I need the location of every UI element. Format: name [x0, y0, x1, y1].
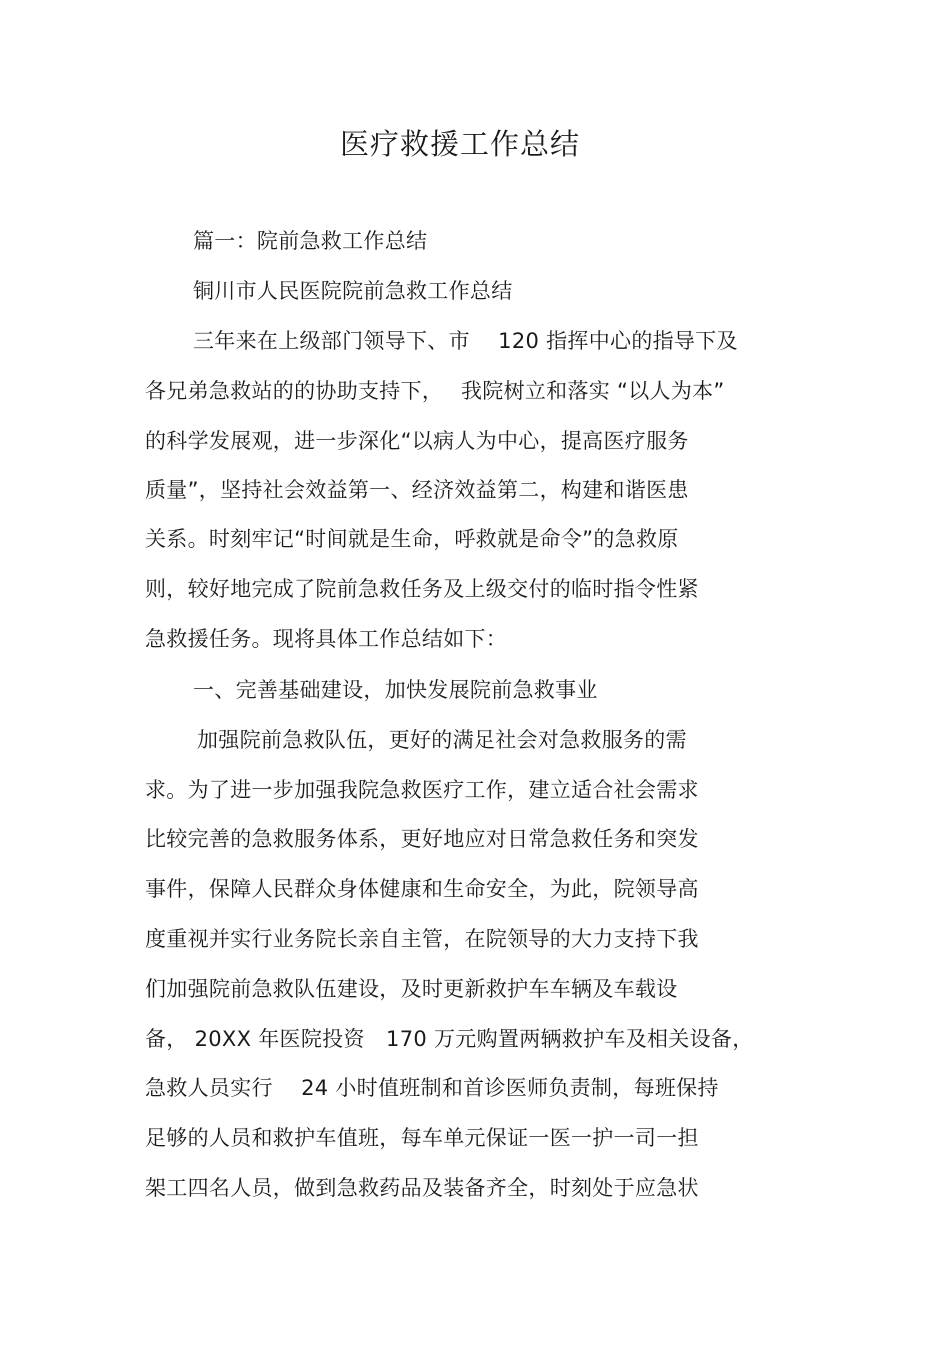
- paragraph-line: 架工四名人员，做到急救药品及装备齐全，时刻处于应急状: [145, 1176, 699, 1200]
- section-heading: 篇一：院前急救工作总结: [193, 229, 428, 253]
- paragraph-line: 备， 20XX 年医院投资 170 万元购置两辆救护车及相关设备，: [145, 1027, 754, 1051]
- paragraph-line: 加强院前急救队伍，更好的满足社会对急救服务的需: [197, 728, 687, 752]
- paragraph-line: 足够的人员和救护车值班，每车单元保证一医一护一司一担: [145, 1126, 699, 1150]
- paragraph-line: 则，较好地完成了院前急救任务及上级交付的临时指令性紧: [145, 577, 699, 601]
- section-heading: 一、完善基础建设，加快发展院前急救事业: [193, 678, 598, 702]
- paragraph-line: 三年来在上级部门领导下、市 120 指挥中心的指导下及: [193, 329, 738, 353]
- document-title: 医疗救援工作总结: [339, 127, 580, 161]
- paragraph-line: 各兄弟急救站的的协助支持下， 我院树立和落实 “以人为本”: [145, 379, 725, 403]
- paragraph-line: 们加强院前急救队伍建设，及时更新救护车车辆及车载设: [145, 977, 678, 1001]
- paragraph-line: 的科学发展观，进一步深化“以病人为中心，提高医疗服务: [145, 429, 689, 453]
- paragraph-line: 事件，保障人民群众身体健康和生命安全，为此，院领导高: [145, 877, 699, 901]
- paragraph-line: 求。为了进一步加强我院急救医疗工作，建立适合社会需求: [145, 778, 699, 802]
- paragraph-line: 比较完善的急救服务体系，更好地应对日常急救任务和突发: [145, 827, 699, 851]
- subtitle: 铜川市人民医院院前急救工作总结: [193, 279, 513, 303]
- paragraph-line: 关系。时刻牢记“时间就是生命，呼救就是命令”的急救原: [145, 527, 679, 551]
- paragraph-line: 急救援任务。现将具体工作总结如下：: [145, 627, 508, 651]
- paragraph-line: 度重视并实行业务院长亲自主管，在院领导的大力支持下我: [145, 927, 699, 951]
- paragraph-line: 质量”，坚持社会效益第一、经济效益第二，构建和谐医患: [145, 478, 689, 502]
- paragraph-line: 急救人员实行 24 小时值班制和首诊医师负责制，每班保持: [145, 1076, 719, 1100]
